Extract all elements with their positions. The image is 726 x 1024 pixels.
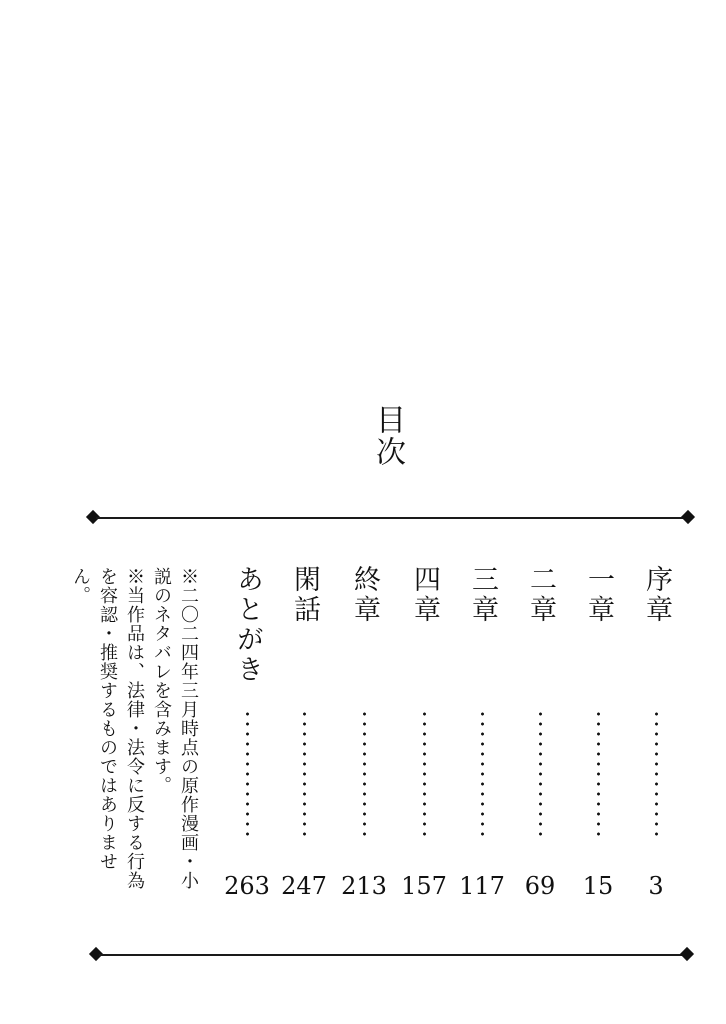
toc-entry-chapter-2 [520,565,560,905]
top-rule [96,517,688,519]
toc-entry-chapter-1 [578,565,618,905]
toc-entry-interlude [281,565,327,905]
dot-leader [597,709,600,841]
page-number: 247 [281,872,327,900]
dot-leader [303,709,306,841]
chapter-title: 四章 [409,565,440,625]
dot-leader [246,709,249,841]
bottom-rule-right-diamond [680,947,694,961]
page-number: 213 [341,872,387,900]
chapter-title: 三章 [467,565,498,625]
toc-entry-chapter-4 [401,565,447,905]
toc-title: 目次 [370,404,405,468]
page-number: 117 [459,872,505,900]
page-number: 15 [582,872,614,900]
dot-leader [655,709,658,841]
chapter-title: あとがき [232,565,263,685]
toc-notes [70,567,202,907]
toc-entry-afterword [224,565,270,905]
top-rule-right-diamond [681,510,695,524]
note-legal-disclaimer: ※当作品は、法律・法令に反する行為を容認・推奨するものではありません。 [70,567,145,890]
dot-leader [481,709,484,841]
chapter-title: 一章 [583,565,614,625]
dot-leader [423,709,426,841]
page-number: 157 [401,872,447,900]
note-spoiler-warning: ※二〇二四年三月時点の原作漫画・小説のネタバレを含みます。 [151,567,199,890]
toc-entry-chapter-3 [459,565,505,905]
bottom-rule [99,954,687,956]
chapter-title: 二章 [525,565,556,625]
page-number: 69 [524,872,556,900]
chapter-title: 閑話 [289,565,320,625]
dot-leader [539,709,542,841]
chapter-title: 序章 [641,565,672,625]
page-number: 263 [224,872,270,900]
toc-entry-final-chapter [341,565,387,905]
toc-entry-prologue [636,565,676,905]
chapter-title: 終章 [349,565,380,625]
page-number: 3 [648,872,664,900]
dot-leader [363,709,366,841]
